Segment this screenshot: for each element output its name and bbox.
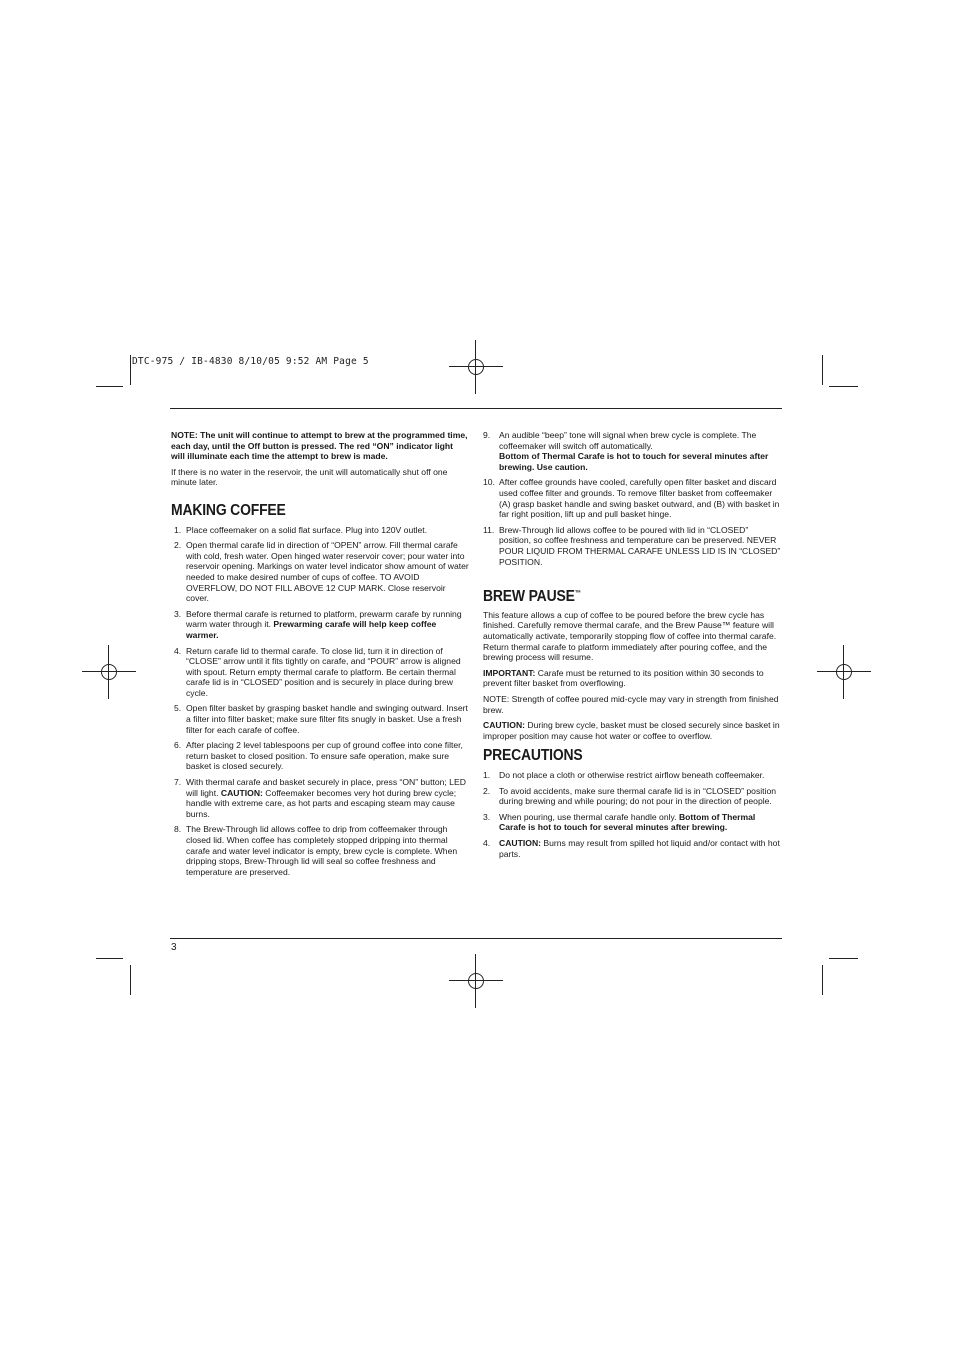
brew-pause-heading: BREW PAUSE™: [483, 588, 581, 606]
right-column: [483, 430, 781, 864]
list-item: 7. With thermal carafe and basket securely in place, press “ON” button; LED will light. CAUTION: Coffeemaker becomes very hot during brew cycle; handle with extreme care, as hot parts and escaping steam may cause burns.: [174, 777, 466, 819]
list-item: 2. To avoid accidents, make sure thermal carafe lid is in “CLOSED” position during brewing and while pouring; do not pour in the direction of people.: [483, 785, 777, 807]
list-item: 5. Open filter basket by grasping basket handle and swinging outward. Insert a filter into filter basket; make sure filter fits snugly in basket. Use a fresh filter for each carafe of coffee.: [174, 703, 468, 735]
list-item: 3. Before thermal carafe is returned to platform, prewarm carafe by running warm water through it. Prewarming carafe will help keep coffee warmer.: [174, 608, 462, 640]
important-note: IMPORTANT: Carafe must be returned to its position within 30 seconds to prevent filter basket from overflowing.: [483, 667, 764, 689]
crop-mark: [829, 386, 858, 387]
list-item: 8. The Brew-Through lid allows coffee to drip from coffeemaker through closed lid. When coffee has completely stopped dripping into thermal carafe and water level indicator is empty, brew cycle is complete. When dripping stops, Brew-Through lid will seal so coffee freshness and temperature are preserved.: [174, 824, 458, 877]
precautions-heading: PRECAUTIONS: [483, 747, 583, 765]
left-column: [171, 430, 469, 882]
list-item: 1. Do not place a cloth or otherwise restrict airflow beneath coffeemaker.: [483, 770, 765, 780]
crop-mark: [130, 355, 131, 385]
crop-mark: [822, 355, 823, 385]
strength-note: NOTE: Strength of coffee poured mid-cycle may vary in strength from finished brew.: [483, 694, 779, 715]
note-programmed-brew: NOTE: The unit will continue to attempt to brew at the programmed time, each day, until the Off button is pressed. The red “ON” indicator light will illuminate each time the attempt to brew is made.: [171, 430, 468, 462]
list-item: 4. CAUTION: Burns may result from spilled hot liquid and/or contact with hot parts.: [483, 837, 780, 859]
continued-steps: [483, 430, 781, 567]
registration-mark-icon: [463, 354, 489, 380]
list-item: 2. Open thermal carafe lid in direction of “OPEN” arrow. Fill thermal carafe with cold, fresh water. Open hinged water reservoir cover; pour water into reservoir opening. Markings on water level indicator show amount of water needed to make desired number of cups of coffee. TO AVOID OVERFLOW, DO NOT FILL ABOVE 12 CUP MARK. Close reservoir cover.: [174, 540, 469, 604]
list-item: 4. Return carafe lid to thermal carafe. To close lid, turn it in direction of “CLOSE” arrow until it fits tightly on carafe, and “POUR” arrow is aligned with spout. Return empty thermal carafe to platform. Be certain thermal carafe lid is in “CLOSED” position and is securely in place during brew cycle.: [174, 645, 461, 698]
registration-mark-icon: [463, 968, 489, 994]
bottom-rule: [170, 938, 782, 939]
list-item: 1. Place coffeemaker on a solid flat surface. Plug into 120V outlet.: [174, 524, 428, 535]
page-number: 3: [171, 942, 177, 953]
making-coffee-heading: MAKING COFFEE: [171, 501, 286, 519]
brew-pause-description: This feature allows a cup of coffee to be poured before the brew cycle has finished. Carefully remove thermal carafe, and the Brew Pause™ feature will automatically activate, temporarily stopping flow of coffee into thermal carafe. Return thermal carafe to platform immediately after pouring coffee, and the brewing process will resume.: [483, 609, 777, 663]
crop-mark: [96, 958, 123, 959]
top-rule: [170, 408, 782, 409]
crop-mark: [96, 386, 123, 387]
print-slug: DTC-975 / IB-4830 8/10/05 9:52 AM Page 5: [132, 356, 369, 367]
registration-mark-icon: [831, 659, 857, 685]
crop-mark: [130, 965, 131, 995]
list-item: 11. Brew-Through lid allows coffee to be poured with lid in “CLOSED” position, so coffee freshness and temperature can be preserved. NEVER POUR LIQUID FROM THERMAL CARAFE UNLESS LID IS IN “CLOSED” POSITION.: [483, 524, 781, 567]
no-water-note: If there is no water in the reservoir, the unit will automatically shut off one minute later.: [171, 466, 448, 488]
list-item: 10. After coffee grounds have cooled, carefully open filter basket and discard used coffee filter and grounds. To remove filter basket from coffeemaker (A) grasp basket handle and swing basket outward, and (B) with basket in far right position, lift up and pull basket hinge.: [483, 477, 780, 520]
caution-note: CAUTION: During brew cycle, basket must be closed securely since basket in improper position may cause hot water or coffee to overflow.: [483, 720, 780, 741]
precautions-list: [483, 770, 781, 859]
making-coffee-steps: [171, 525, 469, 878]
registration-mark-icon: [96, 659, 122, 685]
crop-mark: [829, 958, 858, 959]
list-item: 9. An audible “beep” tone will signal when brew cycle is complete. The coffeemaker will switch off automatically. Bottom of Thermal Carafe is hot to touch for several minutes after brewing. Use caution.: [483, 430, 769, 472]
list-item: 3. When pouring, use thermal carafe handle only. Bottom of Thermal Carafe is hot to touch for several minutes after brewing.: [483, 811, 756, 833]
crop-mark: [822, 965, 823, 995]
list-item: 6. After placing 2 level tablespoons per cup of ground coffee into cone filter, return basket to closed position. To ensure safe operation, make sure basket is closed securely.: [174, 740, 463, 772]
